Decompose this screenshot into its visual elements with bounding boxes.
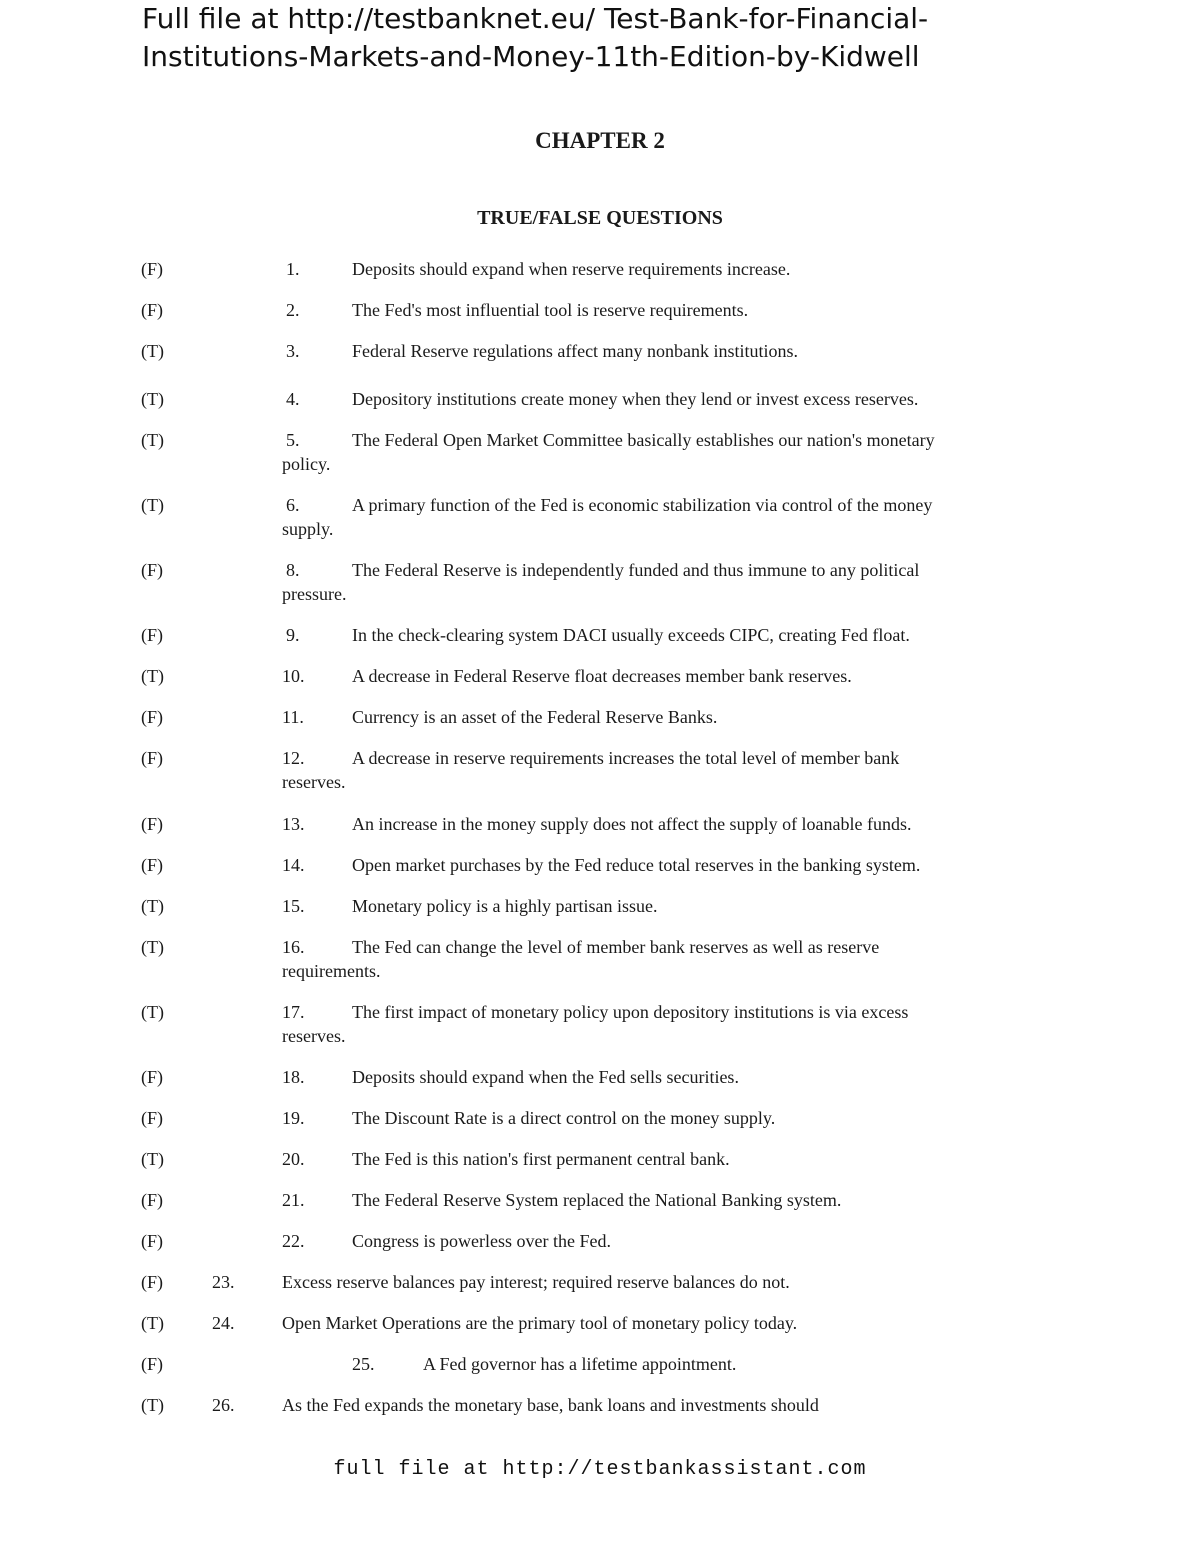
answer-key: (T) [141, 430, 164, 450]
answer-key: (F) [141, 259, 163, 279]
question-number: 2. [286, 300, 300, 320]
answer-key: (T) [141, 937, 164, 957]
question-text-continuation: reserves. [282, 1026, 346, 1046]
question-text: A decrease in reserve requirements increases the total level of member bank [352, 748, 900, 768]
question-text: The first impact of monetary policy upon depository institutions is via excess [352, 1002, 909, 1022]
question-number: 9. [286, 625, 300, 645]
answer-key: (F) [141, 1190, 163, 1210]
header-source-url [142, 0, 1142, 76]
chapter-title: CHAPTER 2 [535, 128, 665, 153]
question-text: The Discount Rate is a direct control on the money supply. [352, 1108, 776, 1128]
answer-key: (F) [141, 855, 163, 875]
answer-key: (T) [141, 389, 164, 409]
question-text: Monetary policy is a highly partisan issue. [352, 896, 658, 916]
question-text: An increase in the money supply does not affect the supply of loanable funds. [352, 814, 912, 834]
answer-key: (F) [141, 707, 163, 727]
answer-key: (F) [141, 748, 163, 768]
question-text: Open market purchases by the Fed reduce total reserves in the banking system. [352, 855, 921, 875]
question-number: 13. [282, 814, 305, 834]
question-text: Federal Reserve regulations affect many nonbank institutions. [352, 341, 799, 361]
answer-key: (T) [141, 896, 164, 916]
answer-key: (T) [141, 1395, 164, 1415]
question-number: 15. [282, 896, 305, 916]
question-number: 24. [212, 1313, 235, 1333]
question-text: The Federal Reserve is independently funded and thus immune to any political [352, 560, 920, 580]
footer-url: full file at http://testbankassistant.com [333, 1458, 867, 1481]
question-number: 19. [282, 1108, 305, 1128]
question-number: 6. [286, 495, 300, 515]
question-number: 16. [282, 937, 305, 957]
question-number: 12. [282, 748, 305, 768]
answer-key: (T) [141, 341, 164, 361]
question-text-continuation: policy. [282, 454, 331, 474]
question-number: 14. [282, 855, 305, 875]
question-number: 17. [282, 1002, 305, 1022]
question-number: 18. [282, 1067, 305, 1087]
question-text: Excess reserve balances pay interest; required reserve balances do not. [282, 1272, 790, 1292]
question-text: The Fed can change the level of member bank reserves as well as reserve [352, 937, 880, 957]
question-number: 10. [282, 666, 305, 686]
answer-key: (T) [141, 495, 164, 515]
question-text: Deposits should expand when the Fed sells securities. [352, 1067, 739, 1087]
question-text: Open Market Operations are the primary tool of monetary policy today. [282, 1313, 798, 1333]
header-url-line-2: Institutions-Markets-and-Money-11th-Edition-by-Kidwell [142, 40, 920, 73]
answer-key: (F) [141, 1108, 163, 1128]
answer-key: (F) [141, 1354, 163, 1374]
answer-key: (F) [141, 1272, 163, 1292]
question-text: As the Fed expands the monetary base, bank loans and investments should [282, 1395, 819, 1415]
question-text: The Fed's most influential tool is reserve requirements. [352, 300, 749, 320]
question-number: 21. [282, 1190, 305, 1210]
question-number: 4. [286, 389, 300, 409]
answer-key: (F) [141, 1231, 163, 1251]
question-number: 25. [352, 1354, 375, 1374]
question-text: The Federal Reserve System replaced the National Banking system. [352, 1190, 842, 1210]
question-text: Congress is powerless over the Fed. [352, 1231, 611, 1251]
question-text-continuation: reserves. [282, 772, 346, 792]
header-url-line-1: Full file at http://testbanknet.eu/ Test-Bank-for-Financial- [142, 2, 929, 35]
answer-key: (T) [141, 1149, 164, 1169]
answer-key: (F) [141, 300, 163, 320]
question-text: The Fed is this nation's first permanent central bank. [352, 1149, 730, 1169]
question-number: 26. [212, 1395, 235, 1415]
question-text: A Fed governor has a lifetime appointment. [423, 1354, 737, 1374]
question-text: Depository institutions create money when they lend or invest excess reserves. [352, 389, 919, 409]
section-title: TRUE/FALSE QUESTIONS [477, 207, 723, 229]
question-text: Deposits should expand when reserve requirements increase. [352, 259, 791, 279]
answer-key: (T) [141, 1002, 164, 1022]
question-text: A primary function of the Fed is economic stabilization via control of the money [352, 495, 933, 515]
question-number: 23. [212, 1272, 235, 1292]
question-number: 11. [282, 707, 304, 727]
answer-key: (F) [141, 625, 163, 645]
question-number: 22. [282, 1231, 305, 1251]
question-number: 5. [286, 430, 300, 450]
answer-key: (T) [141, 666, 164, 686]
answer-key: (F) [141, 814, 163, 834]
question-number: 20. [282, 1149, 305, 1169]
question-number: 3. [286, 341, 300, 361]
question-text: A decrease in Federal Reserve float decreases member bank reserves. [352, 666, 852, 686]
question-text: In the check-clearing system DACI usually exceeds CIPC, creating Fed float. [352, 625, 910, 645]
question-number: 1. [286, 259, 300, 279]
question-number: 8. [286, 560, 300, 580]
question-text-continuation: requirements. [282, 961, 381, 981]
question-text-continuation: pressure. [282, 584, 347, 604]
question-text: Currency is an asset of the Federal Reserve Banks. [352, 707, 718, 727]
question-text: The Federal Open Market Committee basically establishes our nation's monetary [352, 430, 935, 450]
answer-key: (F) [141, 560, 163, 580]
answer-key: (F) [141, 1067, 163, 1087]
answer-key: (T) [141, 1313, 164, 1333]
question-text-continuation: supply. [282, 519, 334, 539]
